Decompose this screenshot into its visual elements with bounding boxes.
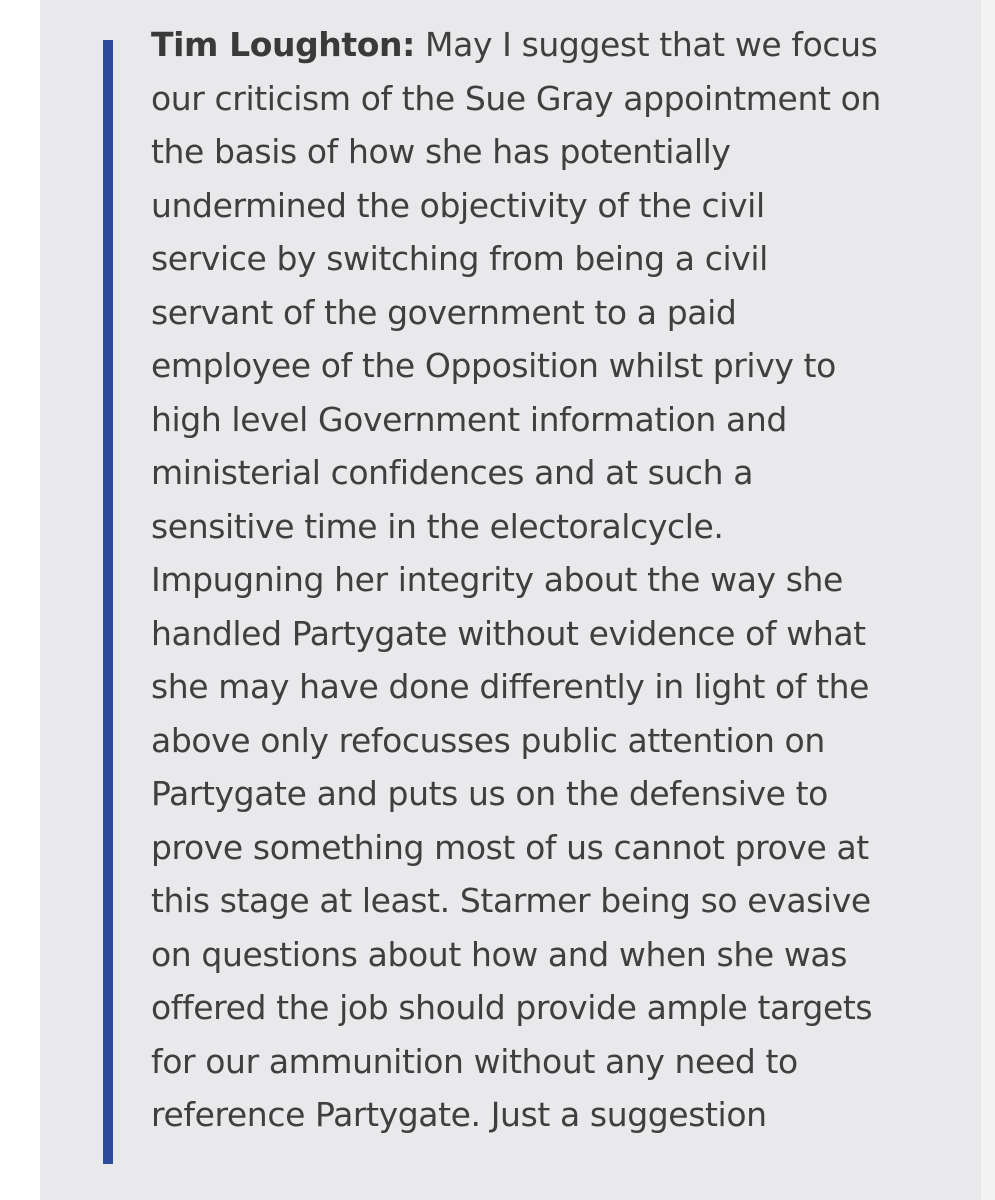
quote-bar [103,40,113,1164]
speaker-name: Tim Loughton: [151,25,415,64]
quote-text: May I suggest that we focus our criticism of the Sue Gray appointment on the basis of how she has potentially undermined the objectivity of the civil service by switching from being a civil servant of the government to a paid employee of the Opposition whilst privy to high level Government information and ministerial confidences and at such a sensitive time in the electoralcycle. Impugning her integrity about the way she handled Partygate without evidence of what she may have done differently in light of the above only refocusses public attention on Partygate and puts us on the defensive to prove something most of us cannot prove at this stage at least. Starmer being so evasive on questions about how and when she was offered the job should provide ample targets for our ammunition without any need to reference Partygate. Just a suggestion [151,25,881,1134]
quote-body [151,18,886,1142]
scroll-edge [981,0,995,1200]
